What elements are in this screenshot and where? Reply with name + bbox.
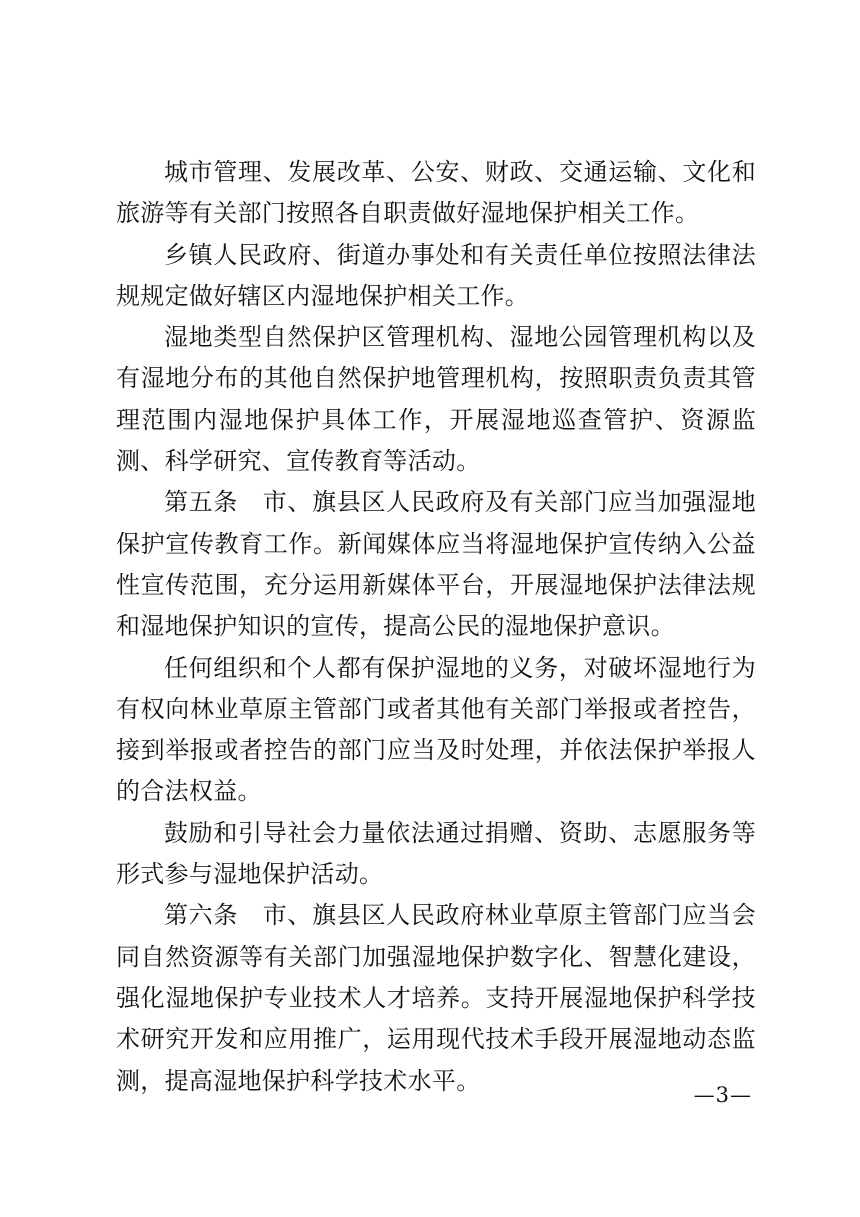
page-number: —3— <box>693 1083 752 1107</box>
paragraph-departments: 城市管理、发展改革、公安、财政、交通运输、文化和旅游等有关部门按照各自职责做好湿地保护相关工作。 <box>116 158 756 228</box>
paragraph-article-5: 第五条 市、旗县区人民政府及有关部门应当加强湿地保护宣传教育工作。新闻媒体应当将湿地保护宣传纳入公益性宣传范围，充分运用新媒体平台，开展湿地保护法律法规和湿地保护知识的宣传，提高公民的湿地保护意识。 <box>116 488 756 641</box>
paragraph-township: 乡镇人民政府、街道办事处和有关责任单位按照法律法规规定做好辖区内湿地保护相关工作。 <box>116 240 756 310</box>
paragraph-article-6: 第六条 市、旗县区人民政府林业草原主管部门应当会同自然资源等有关部门加强湿地保护数字化、智慧化建设，强化湿地保护专业技术人才培养。支持开展湿地保护科学技术研究开发和应用推广，运用现代技术手段开展湿地动态监测，提高湿地保护科学技术水平。 <box>116 901 756 1095</box>
paragraph-social-participation: 鼓励和引导社会力量依法通过捐赠、资助、志愿服务等形式参与湿地保护活动。 <box>116 818 756 889</box>
paragraph-management-agencies: 湿地类型自然保护区管理机构、湿地公园管理机构以及有湿地分布的其他自然保护地管理机构，按照职责负责其管理范围内湿地保护具体工作，开展湿地巡查管护、资源监测、科学研究、宣传教育等活动。 <box>116 323 756 476</box>
paragraph-reporting: 任何组织和个人都有保护湿地的义务，对破坏湿地行为有权向林业草原主管部门或者其他有关部门举报或者控告，接到举报或者控告的部门应当及时处理，并依法保护举报人的合法权益。 <box>116 653 756 806</box>
body-text <box>116 152 756 1102</box>
